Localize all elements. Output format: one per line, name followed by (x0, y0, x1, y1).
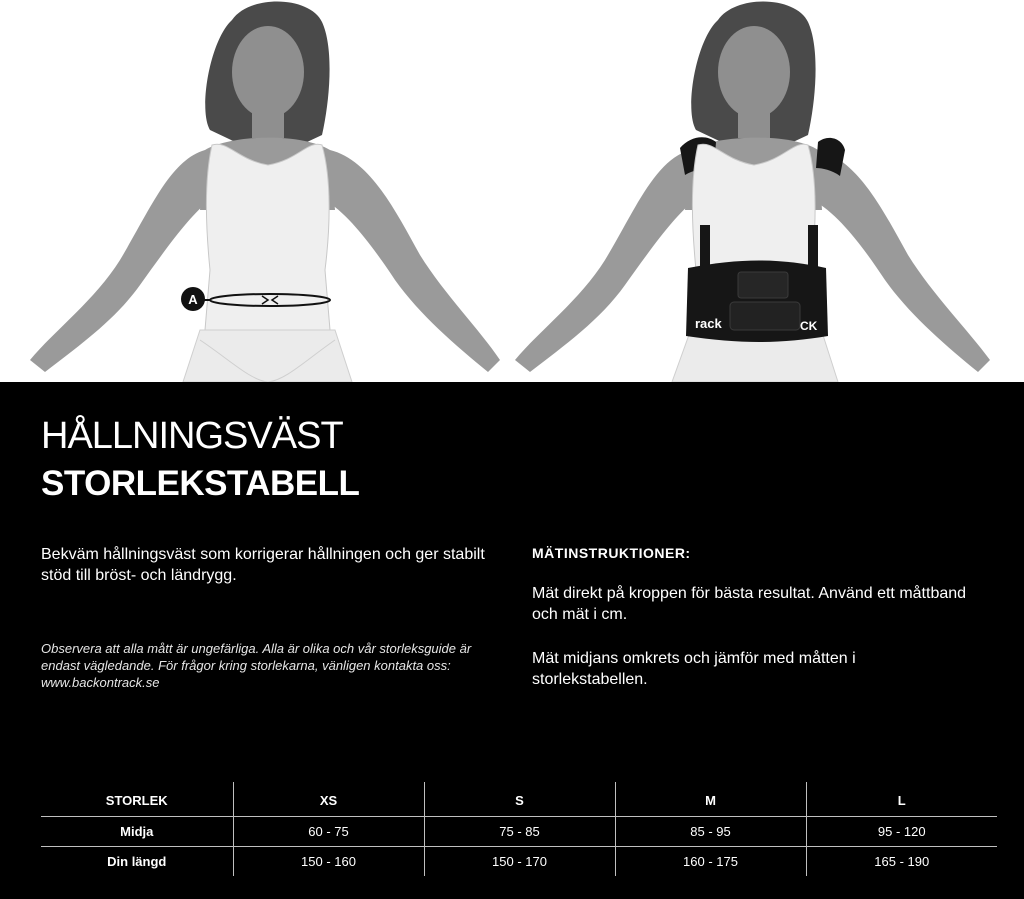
header-s: S (424, 782, 615, 817)
size-table (41, 782, 997, 876)
header-m: M (615, 782, 806, 817)
vest-brand-left: rack (695, 316, 722, 331)
right-figure-wearing-vest (515, 1, 990, 382)
table-cell: 150 - 170 (424, 847, 615, 877)
instructions-heading: MÄTINSTRUKTIONER: (532, 545, 691, 561)
table-cell: 60 - 75 (233, 817, 424, 847)
table-row (41, 847, 997, 877)
table-row (41, 817, 997, 847)
figure-illustrations (0, 0, 1024, 382)
product-title: HÅLLNINGSVÄST (41, 415, 343, 457)
header-size: STORLEK (41, 782, 233, 817)
instructions-paragraph-1: Mät direkt på kroppen för bästa resultat. Använd ett måttband och mät i cm. (532, 585, 967, 623)
table-header-row (41, 782, 997, 817)
row-label-waist: Midja (41, 817, 233, 847)
table-cell: 95 - 120 (806, 817, 997, 847)
info-panel (0, 382, 1024, 899)
table-cell: 85 - 95 (615, 817, 806, 847)
instructions-paragraph-2: Mät midjans omkrets och jämför med måtten i storlekstabellen. (532, 650, 856, 688)
table-cell: 160 - 175 (615, 847, 806, 877)
table-cell: 75 - 85 (424, 817, 615, 847)
table-cell: 165 - 190 (806, 847, 997, 877)
header-xs: XS (233, 782, 424, 817)
size-chart-title: STORLEKSTABELL (41, 464, 360, 503)
product-description: Bekväm hållningsväst som korrigerar hållningen och ger stabilt stöd till bröst- och ländrygg. (41, 546, 485, 584)
illustration-panel (0, 0, 1024, 382)
measure-point-label: A (188, 292, 198, 307)
left-figure-measure (30, 1, 500, 382)
table-cell: 150 - 160 (233, 847, 424, 877)
header-l: L (806, 782, 997, 817)
vest-brand-right: CK (800, 319, 818, 333)
disclaimer-note: Observera att alla mått är ungefärliga. Alla är olika och vår storleksguide är endast vägledande. För frågor kring storlekarna, vänligen kontakta oss: www.backontrack.se (41, 641, 472, 690)
row-label-height: Din längd (107, 854, 167, 869)
